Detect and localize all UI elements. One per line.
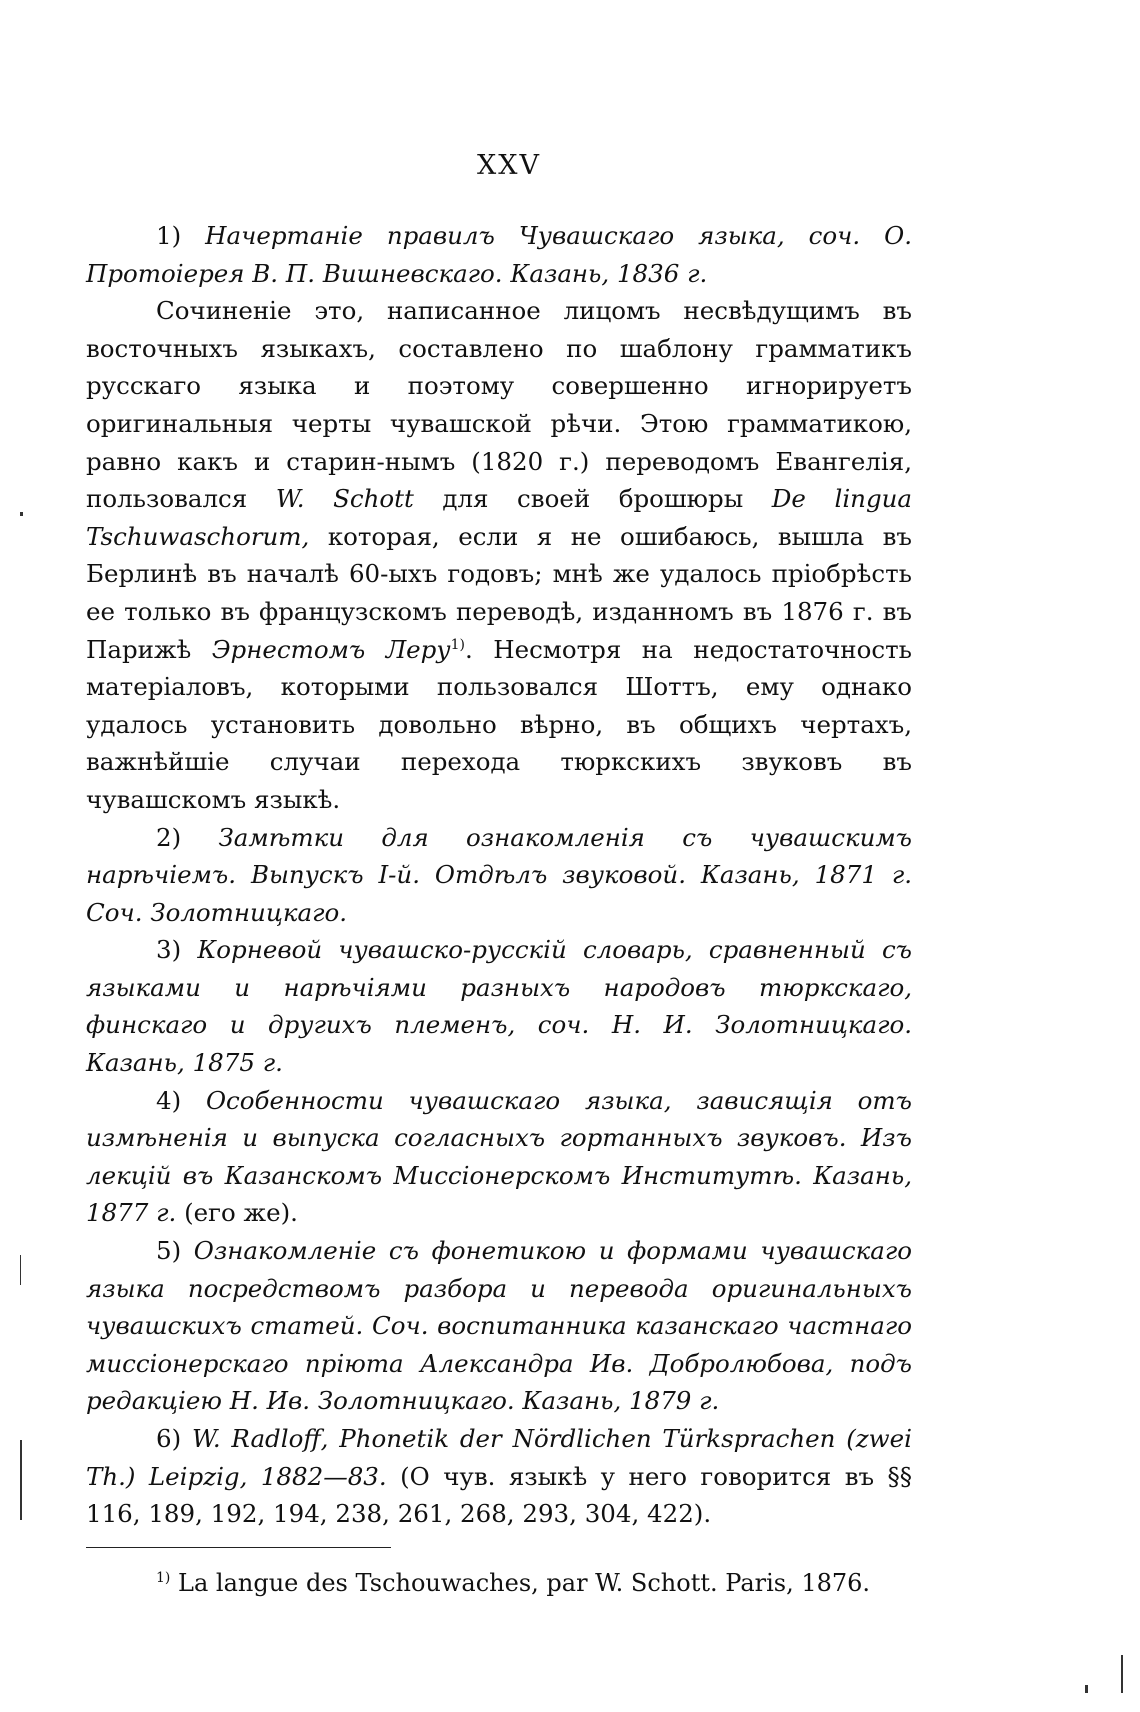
entry-4 — [86, 1082, 912, 1232]
scan-artifact — [1085, 1685, 1088, 1693]
author-name: W. Schott — [275, 484, 414, 514]
footnote-reference[interactable]: 1) — [450, 636, 465, 653]
entry-title: Особенности чувашскаго языка, зависящія отъ измѣненія и выпуска согласныхъ гортанныхъ звуковъ. Изъ лекцій въ Казанскомъ Миссіонерскомъ Институтѣ. Казань, 1877 г. — [86, 1085, 912, 1228]
scan-artifact — [20, 1440, 22, 1520]
entry-title: Корневой чувашско-русскій словарь, сравненный съ языками и нарѣчіями разныхъ народовъ тюркскаго, финскаго и другихъ племенъ, соч. Н. И. Золотницкаго. Казань, 1875 г. — [86, 935, 912, 1078]
footnote-text: La langue des Tschouwaches, par W. Schott. Paris, 1876. — [178, 1568, 871, 1597]
footnote-divider — [86, 1547, 391, 1548]
entry-5 — [86, 1232, 912, 1420]
entry-number: 4) — [156, 1085, 182, 1115]
entry-1-title — [86, 217, 912, 292]
entry-title: Ознакомленіе съ фонетикою и формами чувашскаго языка посредствомъ разбора и перевода оригинальныхъ чувашскихъ статей. Соч. воспитанника казанскаго частнаго миссіонерскаго пріюта Александра Ив. Добролюбова, подъ редакціею Н. Ив. Золотницкаго. Казань, 1879 г. — [86, 1236, 912, 1416]
entry-6 — [86, 1420, 912, 1533]
entry-number: 5) — [156, 1236, 182, 1266]
entry-3 — [86, 931, 912, 1081]
entry-2 — [86, 819, 912, 932]
entry-number: 2) — [156, 822, 182, 852]
description-text: Сочиненіе это, написанное лицомъ несвѣдущимъ въ восточныхъ языкахъ, составлено по шаблону грамматикъ русскаго языка и поэтому совершенно игнорируетъ оригинальныя черты чувашской рѣчи. Этою грамматикою, равно какъ и старин-нымъ (1820 г.) переводомъ Евангелія, пользовался — [86, 296, 912, 514]
description-text: для своей брошюры — [442, 484, 744, 514]
page-number: XXV — [477, 150, 541, 181]
page-body — [86, 150, 912, 1600]
entry-title: W. Radloff, Phonetik der Nördlichen Türksprachen (zwei Th.) Leipzig, 1882—83. — [86, 1424, 912, 1491]
scan-artifact — [20, 1255, 21, 1285]
entry-title: Начертаніе правилъ Чувашскаго языка, соч. О. Протоіерея В. П. Вишневскаго. Казань, 1836 г. — [86, 221, 912, 288]
entry-tail: (его же). — [184, 1198, 298, 1228]
scan-artifact — [1121, 1655, 1123, 1693]
entry-1-description — [86, 292, 912, 818]
entry-tail: (О чув. языкѣ у него говорится въ §§ 116, 189, 192, 194, 238, 261, 268, 293, 304, 422). — [86, 1461, 913, 1529]
translator-name: Эрнестомъ Леру — [211, 634, 451, 664]
entry-number: 3) — [156, 935, 182, 965]
scan-artifact — [20, 512, 23, 516]
entry-number: 1) — [156, 221, 182, 250]
description-text: которая, если я не ошибаюсь, вышла въ Берлинѣ въ началѣ 60-ыхъ годовъ; мнѣ же удалось пріобрѣсть ее только въ французскомъ переводѣ, изданномъ въ 1876 г. въ Парижѣ — [86, 521, 912, 664]
footnote — [86, 1566, 912, 1600]
entry-title: Замѣтки для ознакомленія съ чувашскимъ нарѣчіемъ. Выпускъ І-й. Отдѣлъ звуковой. Казань, 1871 г. Соч. Золотницкаго. — [86, 822, 912, 927]
entry-number: 6) — [156, 1424, 182, 1453]
brochure-title: De lingua Tschuwaschorum, — [86, 484, 913, 551]
footnote-mark: 1) — [156, 1569, 171, 1586]
description-text: . Несмотря на недостаточность матеріаловъ, которыми пользовался Шоттъ, ему однако удалось установить довольно вѣрно, въ общихъ чертахъ, важнѣйшіе случаи перехода тюркскихъ звуковъ въ чувашскомъ языкѣ. — [86, 634, 912, 814]
